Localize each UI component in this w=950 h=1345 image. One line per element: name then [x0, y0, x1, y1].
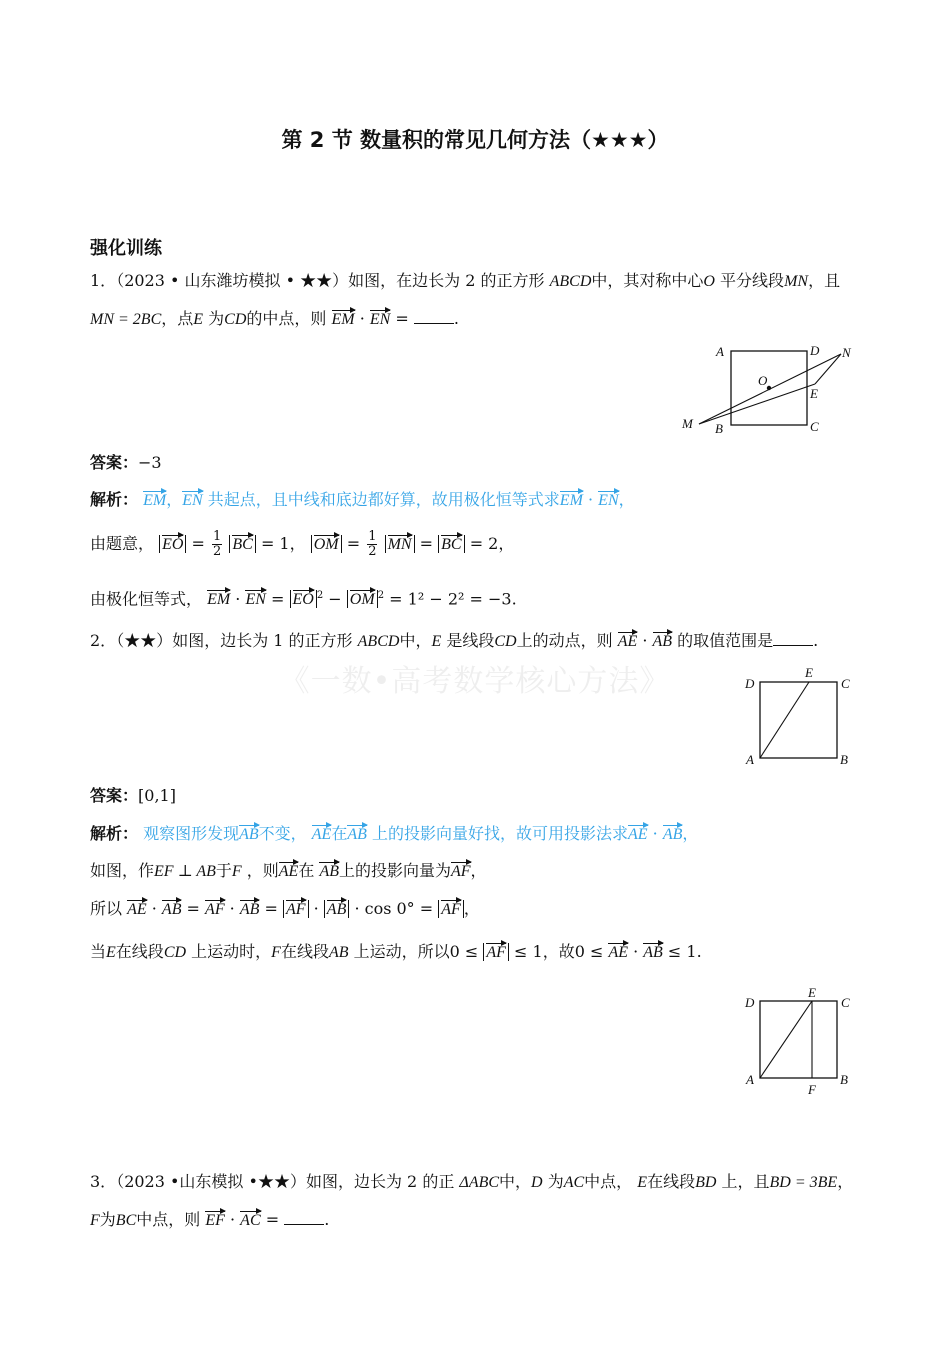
label-d: D	[745, 995, 755, 1010]
label-m: M	[682, 416, 693, 431]
segment-ae	[760, 1001, 812, 1078]
label-c: C	[841, 676, 850, 691]
figure-2	[738, 664, 863, 772]
label-b: B	[840, 752, 848, 767]
label-f: F	[808, 1082, 816, 1097]
q1-analysis: 解析： EM，EN 共起点，且中线和底边都好算，故用极化恒等式求EM · EN，	[90, 490, 635, 509]
q2-analysis: 解析： 观察图形发现AB不变， AE在AB 上的投影向量好找，故可用投影法求AE · AB，	[90, 824, 699, 843]
label-c: C	[841, 995, 850, 1010]
answer-blank[interactable]	[414, 309, 454, 324]
q1-step2: 由极化恒等式， EM · EN = EO $^2$ − OM $^2$ = 1² − 2² = −3.	[90, 589, 517, 609]
segment-e-n	[815, 354, 841, 384]
label-b: B	[840, 1072, 848, 1087]
label-n: N	[842, 345, 851, 360]
q1-line2: MN = 2BC，点E 为CD的中点，则 EM · EN = .	[90, 309, 460, 328]
segment-ae	[760, 682, 809, 758]
page-title: 第 2 节 数量积的常见几何方法（★★★）	[281, 128, 669, 152]
label-c: C	[810, 419, 819, 434]
q1-answer: 答案：−3	[90, 453, 162, 472]
q2-line-range: 当E在线段CD 上运动时，F在线段AB 上运动，所以0 ≤ AF ≤ 1，故0 ≤ AE · AB ≤ 1.	[90, 942, 702, 961]
square	[760, 1001, 837, 1078]
answer-blank[interactable]	[773, 631, 813, 646]
answer-blank[interactable]	[284, 1210, 324, 1225]
q2-line-calc: 所以 AE · AB = AF · AB = AF · AB · cos 0° = AF ，	[90, 899, 480, 918]
figure-1	[670, 335, 870, 440]
label-d: D	[745, 676, 755, 691]
label-e: E	[810, 386, 818, 401]
label-a: A	[746, 1072, 754, 1087]
segment-m-e	[699, 384, 815, 424]
q3-line2: F为BC中点，则 EF · AC = .	[90, 1210, 330, 1229]
label-d: D	[810, 343, 820, 358]
center-point	[767, 386, 771, 390]
section-heading: 强化训练	[90, 238, 162, 259]
label-e: E	[805, 665, 813, 680]
q1-step1: 由题意， EO = $\frac{1}{2}$ BC = 1， OM = $\frac{1}{2}$ MN = BC = 2，	[90, 529, 515, 559]
q2-line-proj: 如图，作EF ⊥ AB于F ，则AE在 AB上的投影向量为AF，	[90, 861, 487, 880]
watermark: 《一数•高考数学核心方法》	[279, 664, 671, 699]
q3-line1: 3．（2023 •山东模拟 •★★）如图，边长为 2 的正 ΔABC中，D 为AC中点， E在线段BD 上，且BD = 3BE，	[90, 1172, 854, 1191]
label-a: A	[716, 344, 724, 359]
label-o: O	[758, 373, 768, 388]
q1-line1: 1．（2023 • 山东潍坊模拟 • ★★）如图，在边长为 2 的正方形 ABCD中，其对称中心O 平分线段MN，且	[90, 271, 841, 290]
q2-line1: 2．（★★）如图，边长为 1 的正方形 ABCD中，E 是线段CD上的动点，则 AE · AB 的取值范围是 .	[90, 631, 819, 650]
label-b: B	[715, 421, 723, 436]
label-e: E	[808, 985, 816, 1000]
square	[760, 682, 837, 758]
figure-3	[738, 983, 863, 1098]
label-a: A	[746, 752, 754, 767]
q2-answer: 答案：[0,1]	[90, 786, 176, 805]
